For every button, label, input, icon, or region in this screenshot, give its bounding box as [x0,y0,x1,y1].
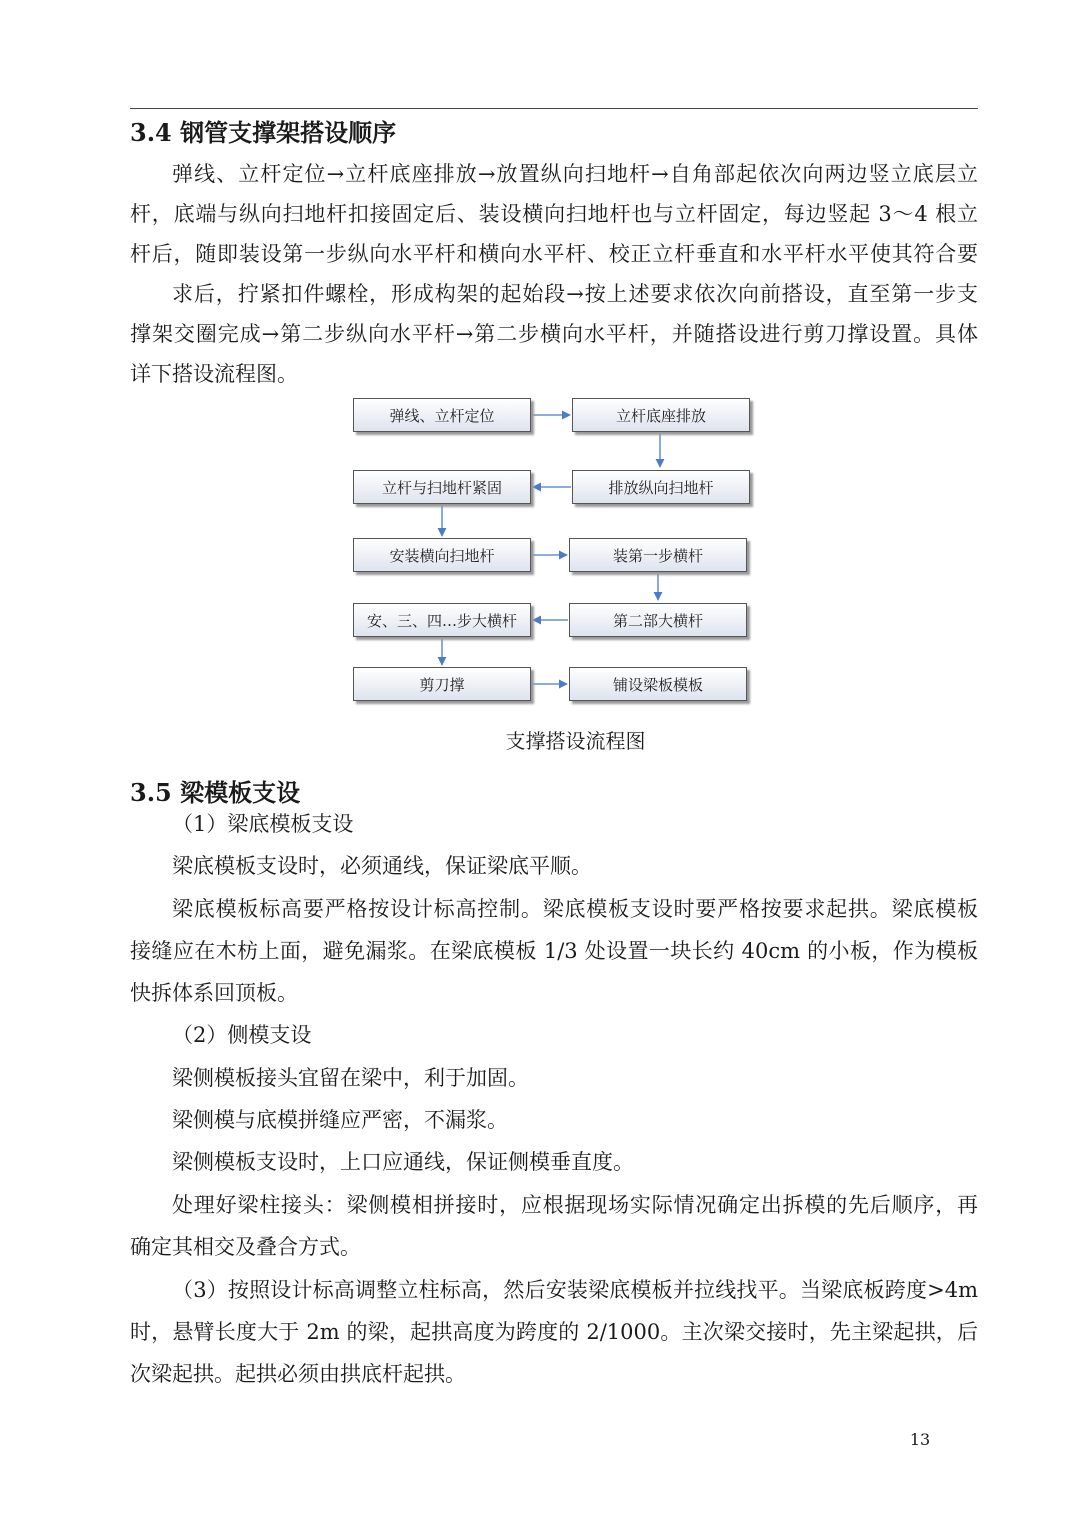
flow-box-8: 第二部大横杆 [569,603,747,637]
paragraph-line: 快拆体系回顶板。 [130,981,298,1005]
paragraph-line: 梁侧模板接头宜留在梁中，利于加固。 [172,1066,529,1090]
flow-box-10: 铺设梁板模板 [569,667,747,701]
subheading: （2）侧模支设 [172,1023,312,1047]
flow-box-4: 排放纵向扫地杆 [572,470,750,504]
paragraph-line: 求后，拧紧扣件螺栓，形成构架的起始段→按上述要求依次向前搭设，直至第一步支 [172,282,978,306]
section-heading-3-4: 3.4 钢管支撑架搭设顺序 [130,118,397,147]
flow-box-7: 安、三、四…步大横杆 [353,603,531,637]
paragraph-line: 详下搭设流程图。 [130,362,298,386]
flow-box-5: 安装横向扫地杆 [353,538,531,572]
flow-box-9: 剪刀撑 [353,667,531,701]
paragraph-line: （3）按照设计标高调整立柱标高，然后安装梁底模板并拉线找平。当梁底板跨度>4m [172,1278,978,1302]
paragraph-line: 撑架交圈完成→第二步纵向水平杆→第二步横向水平杆，并随搭设进行剪刀撑设置。具体 [130,322,978,346]
page-number: 13 [909,1430,931,1449]
section-heading-3-5: 3.5 梁模板支设 [130,778,301,807]
paragraph-line: 时，悬臂长度大于 2m 的梁，起拱高度为跨度的 2/1000。主次梁交接时，先主梁起拱，后 [130,1320,978,1344]
paragraph-line: 弹线、立杆定位→立杆底座排放→放置纵向扫地杆→自角部起依次向两边竖立底层立 [172,162,978,186]
flow-box-2: 立杆底座排放 [572,398,750,432]
paragraph-line: 接缝应在木枋上面，避免漏浆。在梁底模板 1/3 处设置一块长约 40cm 的小板，作为模板 [130,939,978,963]
flow-box-6: 装第一步横杆 [569,538,747,572]
paragraph-line: 梁侧模与底模拼缝应严密，不漏浆。 [172,1108,508,1132]
subheading: （1）梁底模板支设 [172,812,354,836]
paragraph-line: 次梁起拱。起拱必须由拱底杆起拱。 [130,1362,466,1386]
paragraph-line: 梁底模板支设时，必须通线，保证梁底平顺。 [172,854,592,878]
paragraph-line: 确定其相交及叠合方式。 [130,1235,361,1259]
flowchart-caption: 支撑搭设流程图 [505,729,646,753]
paragraph-line: 梁底模板标高要严格按设计标高控制。梁底模板支设时要严格按要求起拱。梁底模板 [172,897,978,921]
paragraph-line: 杆，底端与纵向扫地杆扣接固定后、装设横向扫地杆也与立杆固定，每边竖起 3～4 根立 [130,202,978,226]
paragraph-line: 杆后，随即装设第一步纵向水平杆和横向水平杆、校正立杆垂直和水平杆水平使其符合要 [130,242,978,266]
flowchart-arrows [0,0,1080,760]
paragraph-line: 梁侧模板支设时，上口应通线，保证侧模垂直度。 [172,1150,634,1174]
paragraph-line: 处理好梁柱接头：梁侧模相拼接时，应根据现场实际情况确定出拆模的先后顺序，再 [172,1193,978,1217]
flow-box-3: 立杆与扫地杆紧固 [353,470,531,504]
flow-box-1: 弹线、立杆定位 [353,398,531,432]
